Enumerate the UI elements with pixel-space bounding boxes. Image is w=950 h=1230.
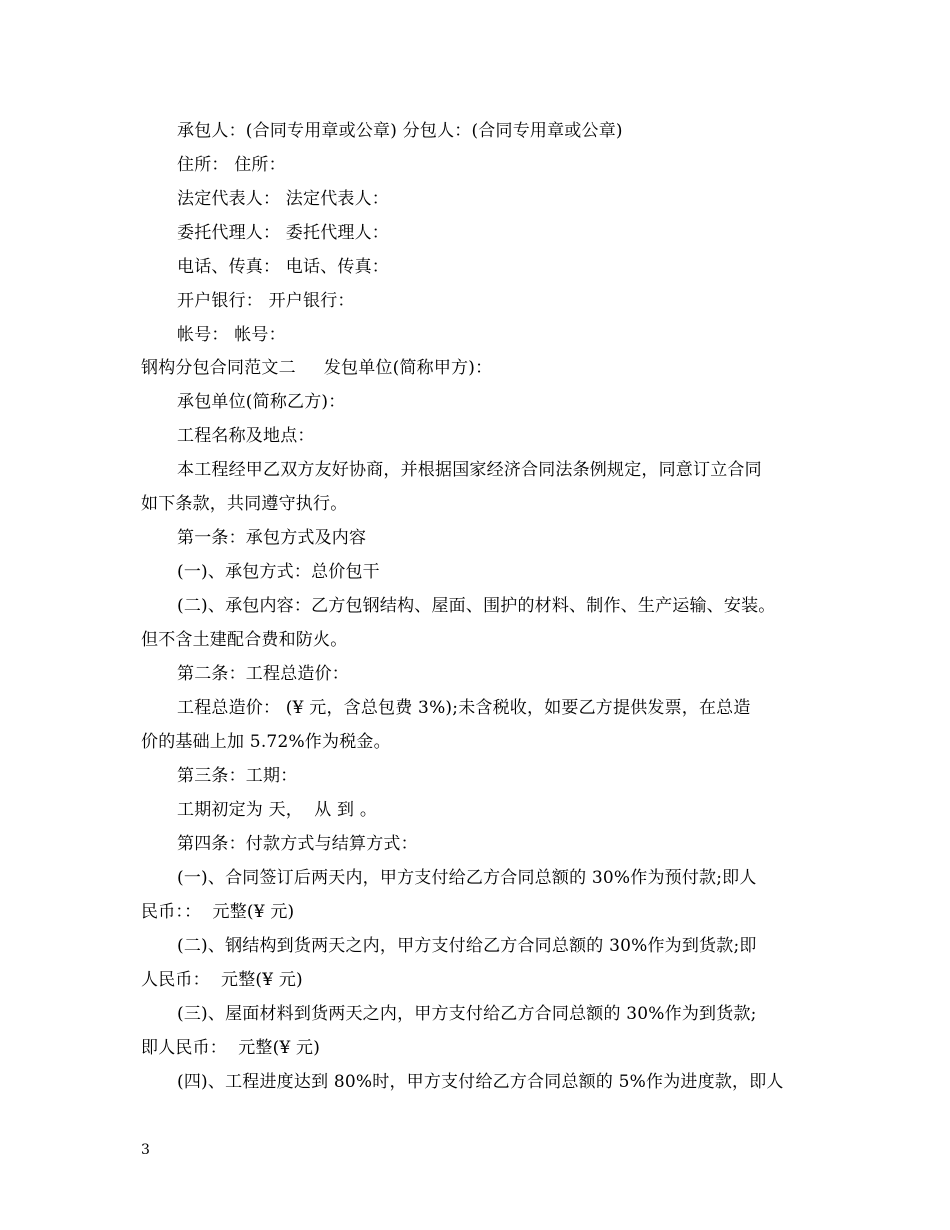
text-line: 但不含土建配合费和防火。: [141, 630, 348, 650]
text-line: (一)、承包方式：总价包干: [177, 562, 380, 582]
text-line: 承包单位(简称乙方)：: [177, 392, 346, 412]
text-line: 工期初定为 天， 从 到 。: [177, 800, 378, 820]
text-line: 人民币： 元整(¥ 元): [141, 970, 303, 990]
text-line: 本工程经甲乙双方友好协商，并根据国家经济合同法条例规定，同意订立合同: [177, 460, 762, 480]
text-line: (三)、屋面材料到货两天之内，甲方支付给乙方合同总额的 30%作为到货款;: [177, 1004, 757, 1024]
text-line: 法定代表人： 法定代表人：: [177, 189, 390, 209]
text-line: 民币：： 元整(¥ 元): [141, 902, 295, 922]
text-line: 工程名称及地点：: [177, 426, 315, 446]
text-line: (二)、钢结构到货两天之内，甲方支付给乙方合同总额的 30%作为到货款;即: [177, 936, 757, 956]
text-line: 住所： 住所：: [177, 155, 286, 175]
text-line: 第三条：工期：: [177, 766, 298, 786]
text-line: 第四条：付款方式与结算方式：: [177, 834, 418, 854]
text-line: 第一条：承包方式及内容: [177, 528, 367, 548]
text-line: 电话、传真： 电话、传真：: [177, 257, 390, 277]
text-line: 委托代理人： 委托代理人：: [177, 223, 390, 243]
section-heading-line: 钢构分包合同范文二 发包单位(简称甲方)：: [141, 358, 493, 378]
text-line: 第二条：工程总造价：: [177, 664, 349, 684]
text-line: 工程总造价： (¥ 元，含总包费 3%);未含税收，如要乙方提供发票，在总造: [177, 698, 751, 718]
text-line: 价的基础上加 5.72%作为税金。: [141, 732, 391, 752]
text-line: 如下条款，共同遵守执行。: [141, 494, 348, 514]
text-line: (二)、承包内容：乙方包钢结构、屋面、围护的材料、制作、生产运输、安装。: [177, 596, 776, 616]
page-number: 3: [141, 1142, 150, 1158]
text-line: 开户银行： 开户银行：: [177, 291, 355, 311]
text-line: (一)、合同签订后两天内，甲方支付给乙方合同总额的 30%作为预付款;即人: [177, 868, 757, 888]
text-line: 帐号： 帐号：: [177, 325, 286, 345]
text-line: 即人民币： 元整(¥ 元): [141, 1038, 321, 1058]
text-line: 承包人：(合同专用章或公章) 分包人：(合同专用章或公章): [177, 121, 623, 141]
text-line: (四)、工程进度达到 80%时，甲方支付给乙方合同总额的 5%作为进度款，即人: [177, 1072, 784, 1092]
